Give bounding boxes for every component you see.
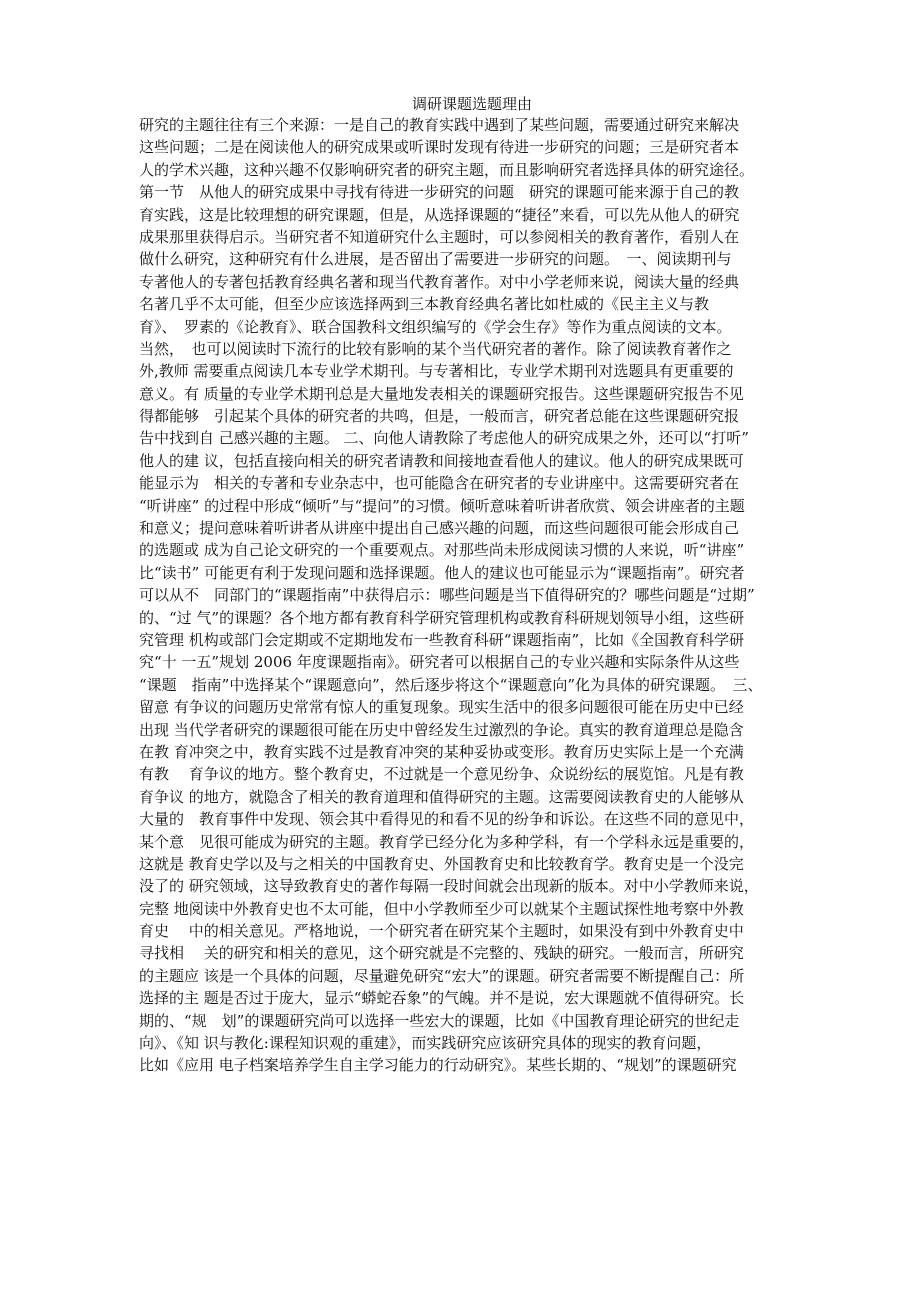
body-line: 可以从不 同部门的“课题指南”中获得启示：哪些问题是当下值得研究的？哪些问题是“过期” (139, 586, 755, 605)
body-line: 的选题或 成为自己论文研究的一个重要观点。对那些尚未形成阅读习惯的人来说，听“讲座” (139, 541, 745, 560)
body-line: 他人的建 议，包括直接向相关的研究者请教和间接地查看他人的建议。他人的研究成果既可 (139, 451, 744, 470)
body-line: 专著他人的专著包括教育经典名著和现当代教育著作。对中小学老师来说，阅读大量的经典 (139, 272, 740, 291)
body-line: 在教 育冲突之中，教育实践不过是教育冲突的某种妥协或变形。教育历史实际上是一个充满 (139, 742, 744, 761)
body-line: 某个意 见很可能成为研究的主题。教育学已经分化为多种学科，有一个学科永远是重要的， (139, 832, 755, 851)
body-line: 大量的 教育事件中发现、领会其中看得见的和看不见的纷争和诉讼。在这些不同的意见中， (139, 810, 755, 829)
body-line: 告中找到自 己感兴趣的主题。 二、向他人请教除了考虑他人的研究成果之外，还可以“打听” (139, 429, 749, 448)
body-line: 外,教师 需要重点阅读几本专业学术期刊。与专著相比，专业学术期刊对选题具有更重要的 (139, 362, 734, 381)
body-line: 期的、“规 划”的课题研究尚可以选择一些宏大的课题，比如《中国教育理论研究的世纪走 (139, 1011, 740, 1030)
body-line: 选择的主 题是否过于庞大，显示“蟒蛇吞象”的气魄。并不是说，宏大课题就不值得研究。长 (139, 989, 745, 1008)
body-line: 寻找相 关的研究和相关的意见，这个研究就是不完整的、残缺的研究。一般而言，所研究 (139, 944, 744, 963)
body-line: 做什么研究，这种研究有什么进展，是否留出了需要进一步研究的问题。 一、阅读期刊与 (139, 250, 732, 269)
body-line: “课题 指南”中选择某个“课题意向”，然后逐步将这个“课题意向”化为具体的研究课题。 三、 (139, 675, 763, 694)
document-body (139, 114, 805, 1077)
body-line: 究管理 机构或部门会定期或不定期地发布一些教育科研“课题指南”，比如《全国教育科学研 (139, 630, 745, 649)
body-line: 育争议 的地方，就隐含了相关的教育道理和值得研究的主题。这需要阅读教育史的人能够从 (139, 787, 744, 806)
body-line: 育实践，这是比较理想的研究课题，但是，从选择课题的“捷径”来看，可以先从他人的研究 (139, 205, 740, 224)
body-line: 这就是 教育史学以及与之相关的中国教育史、外国教育史和比较教育学。教育史是一个没完 (139, 854, 744, 873)
body-line: 意义。有 质量的专业学术期刊总是大量地发表相关的课题研究报告。这些课题研究报告不见 (139, 384, 744, 403)
body-line: 没了的 研究领域，这导致教育史的著作每隔一段时间就会出现新的版本。对中小学教师来说， (139, 877, 759, 896)
body-line: 比“读书” 可能更有利于发现问题和选择课题。他人的建议也可能显示为“课题指南”。研究者 (139, 563, 745, 582)
body-line: 得都能够 引起某个具体的研究者的共鸣，但是，一般而言，研究者总能在这些课题研究报 (139, 407, 740, 426)
body-line: 当然， 也可以阅读时下流行的比较有影响的某个当代研究者的著作。除了阅读教育著作之 (139, 339, 732, 358)
body-line: 成果那里获得启示。当研究者不知道研究什么主题时，可以参阅相关的教育著作，看别人在 (139, 227, 740, 246)
body-line: 的、“过 气”的课题？各个地方都有教育科学研究管理机构或教育科研规划领导小组，这些研 (139, 608, 745, 627)
body-line: 出现 当代学者研究的课题很可能在历史中曾经发生过激烈的争论。真实的教育道理总是隐含 (139, 720, 744, 739)
body-line: “听讲座” 的过程中形成“倾听”与“提问”的习惯。倾听意味着听讲者欣赏、领会讲座者的主题 (139, 496, 745, 515)
body-line: 向》、《知 识与教化:课程知识观的重建》，而实践研究应该研究具体的现实的教育问题， (139, 1034, 712, 1053)
body-line: 完整 地阅读中外教育史也不太可能，但中小学教师至少可以就某个主题试探性地考察中外教 (139, 899, 744, 918)
body-line: 留意 有争议的问题历史常常有惊人的重复现象。现实生活中的很多问题很可能在历史中已经 (139, 698, 744, 717)
body-line: 名著几乎不太可能，但至少应该选择两到三本教育经典名著比如杜威的《民主主义与教 (139, 295, 710, 314)
body-line: 第一节 从他人的研究成果中寻找有待进一步研究的问题 研究的课题可能来源于自己的教 (139, 183, 740, 202)
body-line: 和意义；提问意味着听讲者从讲座中提出自己感兴趣的问题，而这些问题很可能会形成自己 (139, 519, 740, 538)
body-line: 育》、 罗素的《论教育》、联合国教科文组织编写的《学会生存》等作为重点阅读的文本。 (139, 317, 732, 336)
body-line: 究“十 一五”规划 2006 年度课题指南》。研究者可以根据自己的专业兴趣和实际条件从这些 (139, 653, 740, 672)
body-line: 研究的主题往往有三个来源：一是自己的教育实践中遇到了某些问题，需要通过研究来解决 (139, 116, 740, 134)
body-line: 的主题应 该是一个具体的问题，尽量避免研究“宏大”的课题。研究者需要不断提醒自己：所 (139, 966, 745, 985)
body-line: 能显示为 相关的专著和专业杂志中，也可能隐含在研究者的专业讲座中。这需要研究者在 (139, 474, 740, 493)
document-page (139, 94, 805, 1077)
document-title: 调研课题选题理由 (411, 95, 532, 113)
body-line: 人的学术兴趣，这种兴趣不仅影响研究者的研究主题，而且影响研究者选择具体的研究途径。 (139, 160, 755, 179)
body-line: 比如《应用 电子档案培养学生自主学习能力的行动研究》。某些长期的、“规划”的课题研究 (139, 1056, 737, 1075)
body-line: 有教 育争议的地方。整个教育史，不过就是一个意见纷争、众说纷纭的展览馆。凡是有教 (139, 765, 744, 784)
body-line: 育史 中的相关意见。严格地说，一个研究者在研究某个主题时，如果没有到中外教育史中 (139, 922, 744, 941)
body-line: 这些问题；二是在阅读他人的研究成果或听课时发现有待进一步研究的问题；三是研究者本 (139, 138, 740, 157)
